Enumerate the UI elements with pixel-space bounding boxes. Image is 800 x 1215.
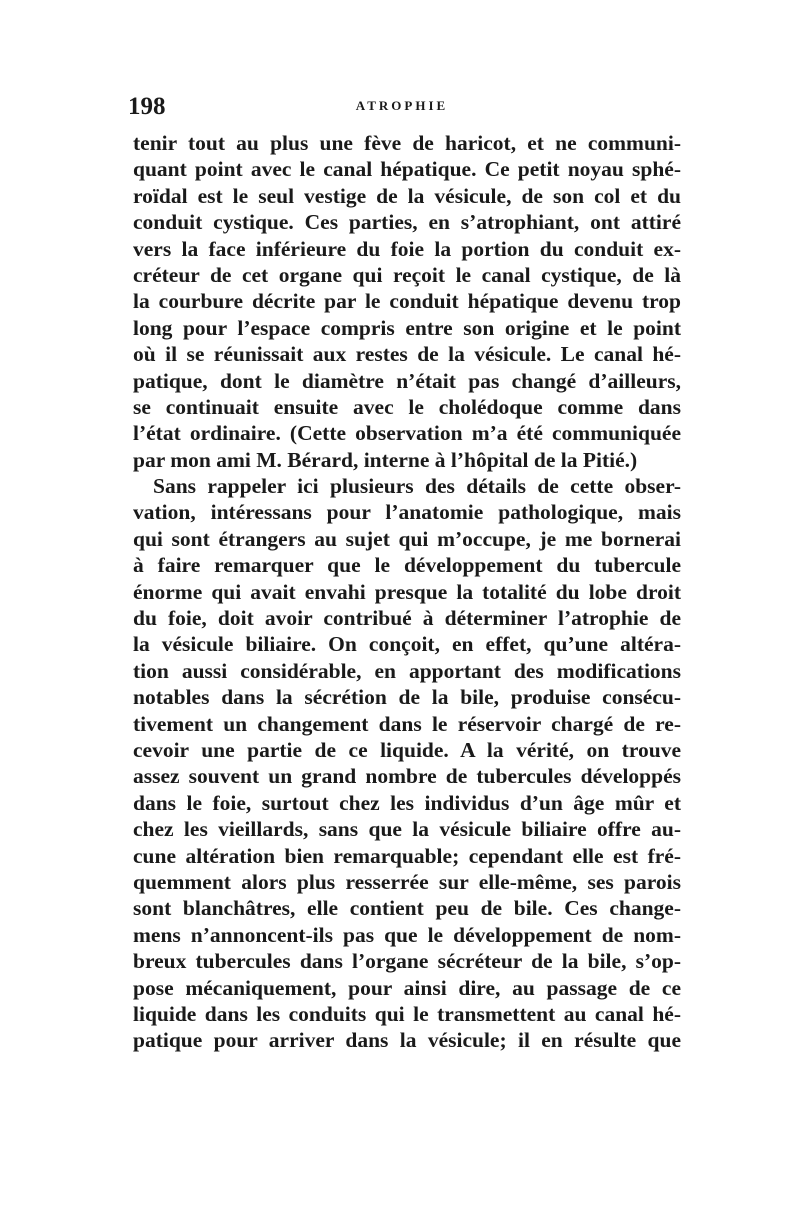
text-line: patique, dont le diamètre n’était pas changé d’ailleurs, (133, 368, 681, 393)
text-line: vation, intéressans pour l’anatomie pathologique, mais (133, 500, 681, 525)
text-line: tion aussi considérable, en apportant des modifications (133, 658, 681, 683)
text-line: qui sont étrangers au sujet qui m’occupe, je me bornerai (133, 526, 681, 551)
text-line: quant point avec le canal hépatique. Ce petit noyau sphé- (133, 157, 681, 182)
running-title: ATROPHIE (355, 98, 449, 113)
text-line: l’état ordinaire. (Cette observation m’a été communiquée (133, 421, 681, 446)
text-line: pose mécaniquement, pour ainsi dire, au passage de ce (133, 975, 681, 1000)
text-line: énorme qui avait envahi presque la totalité du lobe droit (133, 579, 681, 604)
page-header (128, 92, 676, 132)
text-line: du foie, doit avoir contribué à déterminer l’atrophie de (133, 606, 681, 631)
text-line: par mon ami M. Bérard, interne à l’hôpital de la Pitié.) (133, 447, 638, 472)
page-number: 198 (128, 93, 166, 120)
text-line: dans le foie, surtout chez les individus d’un âge mûr et (133, 790, 681, 815)
text-line: tenir tout au plus une fève de haricot, et ne communi- (133, 131, 681, 155)
text-line: chez les vieillards, sans que la vésicule biliaire offre au- (133, 817, 681, 842)
text-line: à faire remarquer que le développement du tubercule (133, 553, 681, 578)
text-line: créteur de cet organe qui reçoit le canal cystique, de là (133, 262, 681, 287)
text-line: roïdal est le seul vestige de la vésicule, de son col et du (133, 183, 681, 208)
text-line: quemment alors plus resserrée sur elle-même, ses parois (133, 869, 681, 894)
text-line: liquide dans les conduits qui le transmettent au canal hé- (133, 1001, 681, 1026)
text-line: patique pour arriver dans la vésicule; il en résulte que (133, 1028, 681, 1053)
text-line: cune altération bien remarquable; cependant elle est fré- (133, 843, 681, 868)
text-line: conduit cystique. Ces parties, en s’atrophiant, ont attiré (133, 210, 681, 235)
text-line: où il se réunissait aux restes de la vésicule. Le canal hé- (133, 342, 681, 367)
text-line: cevoir une partie de ce liquide. A la vérité, on trouve (133, 737, 681, 762)
text-line: tivement un changement dans le réservoir chargé de re- (133, 711, 681, 736)
text-line: long pour l’espace compris entre son origine et le point (133, 315, 681, 340)
text-line: la courbure décrite par le conduit hépatique devenu trop (133, 289, 681, 314)
text-line: sont blanchâtres, elle contient peu de bile. Ces change- (133, 896, 681, 921)
text-line: Sans rappeler ici plusieurs des détails de cette obser- (153, 474, 681, 499)
text-line: notables dans la sécrétion de la bile, produise consécu- (133, 685, 681, 710)
text-line: mens n’annoncent-ils pas que le développement de nom- (133, 922, 681, 947)
text-line: se continuait ensuite avec le cholédoque comme dans (133, 394, 681, 419)
body-text (133, 130, 681, 1054)
text-line: assez souvent un grand nombre de tubercules développés (133, 764, 681, 789)
text-line: breux tubercules dans l’organe sécréteur de la bile, s’op- (133, 949, 681, 974)
text-line: vers la face inférieure du foie la portion du conduit ex- (133, 236, 681, 261)
text-line: la vésicule biliaire. On conçoit, en effet, qu’une altéra- (133, 632, 681, 657)
